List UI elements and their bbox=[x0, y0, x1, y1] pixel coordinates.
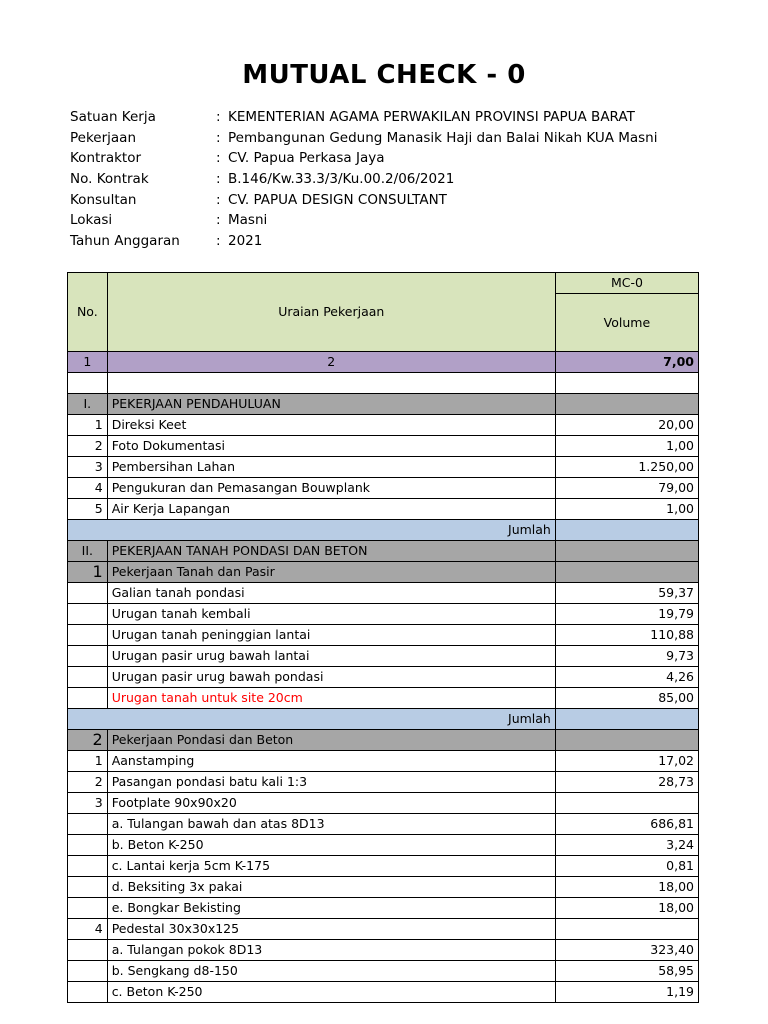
sum-label: Jumlah bbox=[107, 709, 555, 730]
table-row bbox=[68, 877, 699, 898]
info-row-pekerjaan bbox=[70, 128, 657, 149]
info-label: Tahun Anggaran bbox=[70, 233, 180, 250]
row-no: 5 bbox=[68, 499, 108, 520]
info-value: KEMENTERIAN AGAMA PERWAKILAN PROVINSI PAPUA BARAT bbox=[228, 109, 635, 125]
row-no bbox=[68, 940, 108, 961]
table-row bbox=[68, 772, 699, 793]
section-row bbox=[68, 394, 699, 415]
info-value: Pembangunan Gedung Manasik Haji dan Balai Nikah KUA Masni bbox=[228, 129, 658, 146]
row-volume: 59,37 bbox=[555, 583, 698, 604]
table-row bbox=[68, 835, 699, 856]
header-no: No. bbox=[68, 273, 108, 352]
section-no: I. bbox=[68, 394, 108, 415]
info-row-tahun-anggaran bbox=[70, 231, 657, 252]
col-number-desc: 2 bbox=[107, 352, 555, 373]
subsection-row bbox=[68, 562, 699, 583]
col-number-volume: 7,00 bbox=[555, 352, 698, 373]
info-row-no-kontrak bbox=[70, 169, 657, 190]
row-desc: Urugan tanah kembali bbox=[107, 604, 555, 625]
row-desc: c. Lantai kerja 5cm K-175 bbox=[107, 856, 555, 877]
sum-row bbox=[68, 709, 699, 730]
row-desc: Pasangan pondasi batu kali 1:3 bbox=[107, 772, 555, 793]
info-separator: : bbox=[216, 171, 221, 188]
table-row bbox=[68, 625, 699, 646]
info-value: CV. Papua Perkasa Jaya bbox=[228, 150, 385, 167]
info-label: Pekerjaan bbox=[70, 129, 137, 146]
row-no: 1 bbox=[68, 751, 108, 772]
table-row bbox=[68, 856, 699, 877]
row-no bbox=[68, 982, 108, 1003]
row-desc: Footplate 90x90x20 bbox=[107, 793, 555, 814]
table-row bbox=[68, 814, 699, 835]
info-separator: : bbox=[216, 233, 221, 250]
info-label: Lokasi bbox=[70, 212, 113, 229]
subsection-title: Pekerjaan Pondasi dan Beton bbox=[107, 730, 555, 751]
sum-row bbox=[68, 520, 699, 541]
table-row bbox=[68, 415, 699, 436]
section-title: PEKERJAAN PENDAHULUAN bbox=[107, 394, 555, 415]
table-row bbox=[68, 436, 699, 457]
table-row bbox=[68, 499, 699, 520]
row-desc: Pedestal 30x30x125 bbox=[107, 919, 555, 940]
mutual-check-table bbox=[67, 272, 699, 1003]
row-volume: 686,81 bbox=[555, 814, 698, 835]
row-desc: Air Kerja Lapangan bbox=[107, 499, 555, 520]
info-value: B.146/Kw.33.3/3/Ku.00.2/06/2021 bbox=[228, 171, 455, 188]
row-volume: 79,00 bbox=[555, 478, 698, 499]
row-volume: 110,88 bbox=[555, 625, 698, 646]
info-separator: : bbox=[216, 109, 221, 125]
row-volume: 18,00 bbox=[555, 898, 698, 919]
table-row bbox=[68, 793, 699, 814]
row-volume: 4,26 bbox=[555, 667, 698, 688]
row-desc: Pembersihan Lahan bbox=[107, 457, 555, 478]
info-label: Satuan Kerja bbox=[70, 109, 156, 125]
info-row-konsultan bbox=[70, 190, 657, 211]
row-desc: Urugan tanah untuk site 20cm bbox=[107, 688, 555, 709]
row-no: 3 bbox=[68, 793, 108, 814]
row-no bbox=[68, 835, 108, 856]
sum-label: Jumlah bbox=[107, 520, 555, 541]
row-volume: 1.250,00 bbox=[555, 457, 698, 478]
info-value: Masni bbox=[228, 212, 268, 229]
section-title: PEKERJAAN TANAH PONDASI DAN BETON bbox=[107, 541, 555, 562]
info-separator: : bbox=[216, 212, 221, 229]
subsection-row bbox=[68, 730, 699, 751]
row-desc: c. Beton K-250 bbox=[107, 982, 555, 1003]
row-desc: Foto Dokumentasi bbox=[107, 436, 555, 457]
header-volume: Volume bbox=[555, 294, 698, 352]
row-volume: 20,00 bbox=[555, 415, 698, 436]
info-value: 2021 bbox=[228, 233, 263, 250]
info-label: Kontraktor bbox=[70, 150, 142, 167]
row-desc: Urugan pasir urug bawah lantai bbox=[107, 646, 555, 667]
row-desc: e. Bongkar Bekisting bbox=[107, 898, 555, 919]
col-number-no: 1 bbox=[68, 352, 108, 373]
row-volume: 85,00 bbox=[555, 688, 698, 709]
row-no: 4 bbox=[68, 478, 108, 499]
row-desc: a. Tulangan bawah dan atas 8D13 bbox=[107, 814, 555, 835]
table-row bbox=[68, 646, 699, 667]
row-volume: 19,79 bbox=[555, 604, 698, 625]
info-value: CV. PAPUA DESIGN CONSULTANT bbox=[228, 191, 447, 208]
table-row bbox=[68, 604, 699, 625]
row-volume bbox=[555, 919, 698, 940]
row-volume: 1,00 bbox=[555, 499, 698, 520]
row-volume: 1,19 bbox=[555, 982, 698, 1003]
table-header-row bbox=[68, 273, 699, 294]
row-no: 2 bbox=[68, 436, 108, 457]
row-desc: Urugan tanah peninggian lantai bbox=[107, 625, 555, 646]
row-volume bbox=[555, 793, 698, 814]
table-row bbox=[68, 919, 699, 940]
row-volume: 58,95 bbox=[555, 961, 698, 982]
column-number-row bbox=[68, 352, 699, 373]
section-no: II. bbox=[68, 541, 108, 562]
info-separator: : bbox=[216, 191, 221, 208]
info-label: Konsultan bbox=[70, 191, 137, 208]
spacer-row bbox=[68, 373, 699, 394]
row-volume: 17,02 bbox=[555, 751, 698, 772]
row-volume: 28,73 bbox=[555, 772, 698, 793]
row-desc: d. Beksiting 3x pakai bbox=[107, 877, 555, 898]
table-row bbox=[68, 940, 699, 961]
row-no: 3 bbox=[68, 457, 108, 478]
row-volume: 9,73 bbox=[555, 646, 698, 667]
row-desc: Urugan pasir urug bawah pondasi bbox=[107, 667, 555, 688]
row-desc: Galian tanah pondasi bbox=[107, 583, 555, 604]
row-no bbox=[68, 877, 108, 898]
table-row bbox=[68, 583, 699, 604]
table-row bbox=[68, 898, 699, 919]
row-volume: 323,40 bbox=[555, 940, 698, 961]
table-row bbox=[68, 688, 699, 709]
header-desc: Uraian Pekerjaan bbox=[107, 273, 555, 352]
subsection-no: 1 bbox=[68, 562, 108, 583]
row-desc: b. Beton K-250 bbox=[107, 835, 555, 856]
info-row-kontraktor bbox=[70, 148, 657, 169]
row-volume: 3,24 bbox=[555, 835, 698, 856]
table-row bbox=[68, 478, 699, 499]
info-row-satuan-kerja bbox=[70, 107, 657, 128]
row-desc: a. Tulangan pokok 8D13 bbox=[107, 940, 555, 961]
project-info bbox=[70, 107, 657, 252]
info-row-lokasi bbox=[70, 210, 657, 231]
row-desc: Direksi Keet bbox=[107, 415, 555, 436]
table-row bbox=[68, 667, 699, 688]
row-no bbox=[68, 814, 108, 835]
row-volume: 18,00 bbox=[555, 877, 698, 898]
info-label: No. Kontrak bbox=[70, 171, 149, 188]
row-no: 1 bbox=[68, 415, 108, 436]
info-separator: : bbox=[216, 129, 221, 146]
subsection-no: 2 bbox=[68, 730, 108, 751]
table-row bbox=[68, 751, 699, 772]
row-no: 2 bbox=[68, 772, 108, 793]
row-no bbox=[68, 898, 108, 919]
row-no bbox=[68, 961, 108, 982]
table-row bbox=[68, 457, 699, 478]
row-volume: 0,81 bbox=[555, 856, 698, 877]
section-row bbox=[68, 541, 699, 562]
table-row bbox=[68, 982, 699, 1003]
row-desc: b. Sengkang d8-150 bbox=[107, 961, 555, 982]
row-volume: 1,00 bbox=[555, 436, 698, 457]
row-no bbox=[68, 856, 108, 877]
header-mc-group: MC-0 bbox=[555, 273, 698, 294]
subsection-title: Pekerjaan Tanah dan Pasir bbox=[107, 562, 555, 583]
document-title: MUTUAL CHECK - 0 bbox=[242, 60, 526, 90]
row-desc: Pengukuran dan Pemasangan Bouwplank bbox=[107, 478, 555, 499]
table-row bbox=[68, 961, 699, 982]
row-desc: Aanstamping bbox=[107, 751, 555, 772]
info-separator: : bbox=[216, 150, 221, 167]
row-no: 4 bbox=[68, 919, 108, 940]
